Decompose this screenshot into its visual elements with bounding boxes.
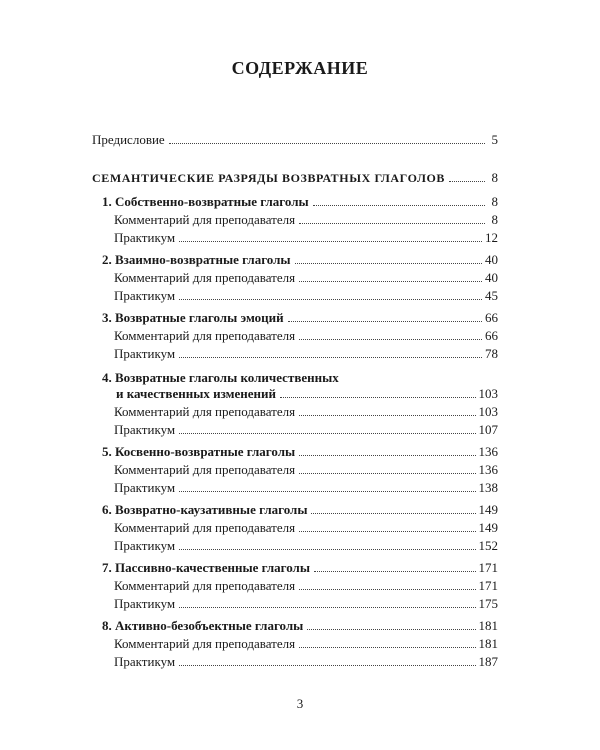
toc-label: Комментарий для преподавателя bbox=[114, 636, 296, 651]
toc-label: Практикум bbox=[114, 422, 176, 437]
toc-page: 181 bbox=[478, 636, 498, 651]
dot-leader bbox=[179, 356, 482, 358]
toc-item[interactable] bbox=[114, 462, 498, 478]
toc-page: 107 bbox=[478, 422, 498, 437]
toc-page: 40 bbox=[485, 270, 498, 285]
dot-leader bbox=[314, 570, 476, 572]
toc-page: 138 bbox=[478, 480, 498, 495]
toc-label: Комментарий для преподавателя bbox=[114, 578, 296, 593]
toc-page: 78 bbox=[485, 346, 498, 361]
toc-page: 40 bbox=[485, 252, 498, 267]
toc-item[interactable] bbox=[114, 654, 498, 670]
toc-chapter-4-title-line1[interactable]: 4. Возвратные глаголы количественных bbox=[102, 370, 339, 385]
dot-leader bbox=[179, 664, 475, 666]
dot-leader bbox=[280, 396, 476, 398]
toc-label: Практикум bbox=[114, 596, 176, 611]
toc-page: 5 bbox=[491, 132, 498, 147]
dot-leader bbox=[307, 628, 475, 630]
dot-leader bbox=[179, 432, 475, 434]
toc-page: 149 bbox=[478, 520, 498, 535]
toc-label: 2. Взаимно-возвратные глаголы bbox=[102, 252, 291, 267]
dot-leader bbox=[313, 204, 485, 206]
toc-label: Комментарий для преподавателя bbox=[114, 520, 296, 535]
dot-leader bbox=[299, 472, 475, 474]
page-number: 3 bbox=[296, 696, 304, 711]
toc-page: 8 bbox=[491, 212, 498, 227]
toc-label: Практикум bbox=[114, 480, 176, 495]
toc-label: 8. Активно-безобъектные глаголы bbox=[102, 618, 304, 633]
toc-label: Комментарий для преподавателя bbox=[114, 404, 296, 419]
toc-item[interactable] bbox=[114, 328, 498, 344]
toc-item[interactable] bbox=[114, 480, 498, 496]
toc-page: 103 bbox=[478, 404, 498, 419]
dot-leader bbox=[179, 490, 475, 492]
dot-leader bbox=[299, 222, 485, 224]
dot-leader bbox=[179, 298, 482, 300]
toc-item[interactable] bbox=[114, 212, 498, 228]
toc-chapter-6[interactable] bbox=[102, 502, 498, 518]
toc-item[interactable] bbox=[114, 288, 498, 304]
dot-leader bbox=[169, 142, 485, 144]
dot-leader bbox=[299, 280, 482, 282]
dot-leader bbox=[299, 646, 475, 648]
toc-page: 66 bbox=[485, 328, 498, 343]
toc-page: 103 bbox=[478, 386, 498, 401]
toc-part[interactable] bbox=[92, 170, 498, 186]
dot-leader bbox=[179, 606, 475, 608]
toc-page: 136 bbox=[478, 462, 498, 477]
toc-preface[interactable] bbox=[92, 132, 498, 148]
toc-item[interactable] bbox=[114, 538, 498, 554]
dot-leader bbox=[288, 320, 482, 322]
toc-label: Комментарий для преподавателя bbox=[114, 328, 296, 343]
toc-page: 171 bbox=[478, 578, 498, 593]
toc-item[interactable] bbox=[114, 520, 498, 536]
toc-item[interactable] bbox=[114, 578, 498, 594]
toc-chapter-1[interactable] bbox=[102, 194, 498, 210]
toc-item[interactable] bbox=[114, 270, 498, 286]
toc-label: 6. Возвратно-каузативные глаголы bbox=[102, 502, 308, 517]
dot-leader bbox=[299, 338, 482, 340]
toc-label: 1. Собственно-возвратные глаголы bbox=[102, 194, 309, 209]
toc-chapter-7[interactable] bbox=[102, 560, 498, 576]
toc-chapter-2[interactable] bbox=[102, 252, 498, 268]
toc-item[interactable] bbox=[114, 404, 498, 420]
toc-chapter-3[interactable] bbox=[102, 310, 498, 326]
toc-chapter-5[interactable] bbox=[102, 444, 498, 460]
toc-page: 152 bbox=[478, 538, 498, 553]
toc-item[interactable] bbox=[114, 596, 498, 612]
toc-page: 171 bbox=[478, 560, 498, 575]
toc-page: 175 bbox=[478, 596, 498, 611]
toc-label: 5. Косвенно-возвратные глаголы bbox=[102, 444, 296, 459]
toc-label: Практикум bbox=[114, 654, 176, 669]
dot-leader bbox=[179, 240, 482, 242]
toc-label: Комментарий для преподавателя bbox=[114, 212, 296, 227]
toc-page: 45 bbox=[485, 288, 498, 303]
dot-leader bbox=[449, 180, 485, 182]
toc-page: 149 bbox=[478, 502, 498, 517]
page-title: СОДЕРЖАНИЕ bbox=[231, 58, 369, 78]
toc-label: СЕМАНТИЧЕСКИЕ РАЗРЯДЫ ВОЗВРАТНЫХ ГЛАГОЛОВ bbox=[92, 171, 446, 185]
toc-page: 66 bbox=[485, 310, 498, 325]
dot-leader bbox=[299, 454, 475, 456]
dot-leader bbox=[311, 512, 475, 514]
toc-item[interactable] bbox=[114, 422, 498, 438]
toc-label: и качественных изменений bbox=[116, 386, 276, 401]
toc-label: Практикум bbox=[114, 346, 176, 361]
toc-item[interactable] bbox=[114, 346, 498, 362]
toc-label: Практикум bbox=[114, 538, 176, 553]
toc-page: 8 bbox=[491, 170, 498, 185]
toc-label: 7. Пассивно-качественные глаголы bbox=[102, 560, 310, 575]
toc-label: Практикум bbox=[114, 230, 176, 245]
dot-leader bbox=[299, 414, 475, 416]
dot-leader bbox=[299, 588, 475, 590]
toc-page: 181 bbox=[478, 618, 498, 633]
toc-page: 136 bbox=[478, 444, 498, 459]
toc-label: Комментарий для преподавателя bbox=[114, 462, 296, 477]
dot-leader bbox=[295, 262, 482, 264]
toc-chapter-8[interactable] bbox=[102, 618, 498, 634]
dot-leader bbox=[299, 530, 475, 532]
toc-label: Предисловие bbox=[92, 132, 165, 147]
toc-label: Комментарий для преподавателя bbox=[114, 270, 296, 285]
toc-page: 187 bbox=[478, 654, 498, 669]
toc-label: Практикум bbox=[114, 288, 176, 303]
toc-chapter-4[interactable] bbox=[116, 386, 498, 402]
toc-label: 3. Возвратные глаголы эмоций bbox=[102, 310, 284, 325]
toc-item[interactable] bbox=[114, 636, 498, 652]
toc-page: 12 bbox=[485, 230, 498, 245]
toc-page: 8 bbox=[491, 194, 498, 209]
dot-leader bbox=[179, 548, 475, 550]
toc-item[interactable] bbox=[114, 230, 498, 246]
